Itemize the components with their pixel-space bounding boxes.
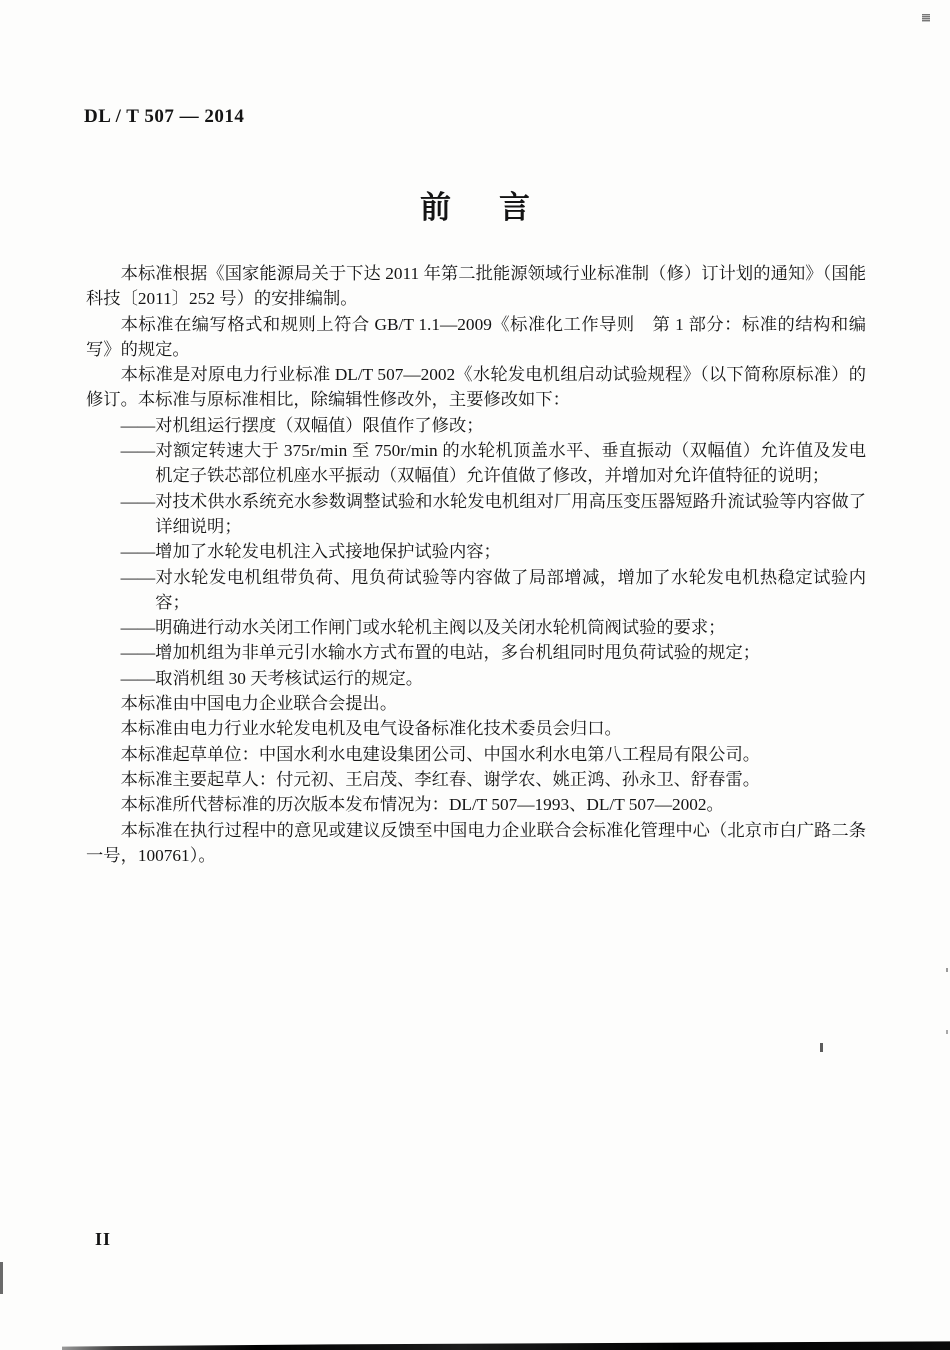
standard-number: DL / T 507 — 2014 — [84, 106, 245, 127]
scan-artifact-speck — [820, 1043, 823, 1052]
paragraph: 本标准由电力行业水轮发电机及电气设备标准化技术委员会归口。 — [120, 719, 622, 739]
paragraph: 本标准在编写格式和规则上符合 GB/T 1.1—2009《标准化工作导则 第 1 部分：标准的结构和编写》的规定。 — [86, 314, 866, 359]
revision-item: ——对机组运行摆度（双幅值）限值作了修改； — [120, 415, 484, 435]
paragraph: 本标准根据《国家能源局关于下达 2011 年第二批能源领域行业标准制（修）订计划的通知》（国能科技〔2011〕252 号）的安排编制。 — [86, 264, 866, 309]
page-number: II — [95, 1229, 112, 1249]
scan-artifact-speck — [946, 968, 948, 972]
revision-item: ——增加了水轮发电机注入式接地保护试验内容； — [120, 542, 501, 562]
title-text: 言 — [499, 190, 530, 225]
page-title — [0, 182, 950, 227]
revision-item: ——增加机组为非单元引水输水方式布置的电站，多台机组同时甩负荷试验的规定； — [120, 643, 761, 663]
foreword-body — [86, 261, 866, 868]
revision-item: ——明确进行动水关闭工作闸门或水轮机主阀以及关闭水轮机筒阀试验的要求； — [120, 618, 726, 638]
scan-artifact-left-edge — [0, 1262, 3, 1294]
paragraph: 本标准所代替标准的历次版本发布情况为：DL/T 507—1993、DL/T 507—2002。 — [120, 795, 724, 815]
scan-artifact-bottom-bar — [62, 1341, 950, 1350]
paragraph: 本标准由中国电力企业联合会提出。 — [120, 694, 398, 714]
paragraph: 本标准在执行过程中的意见或建议反馈至中国电力企业联合会标准化管理中心（北京市白广路二条一号，100761）。 — [86, 820, 866, 865]
revision-item: ——对技术供水系统充水参数调整试验和水轮发电机组对厂用高压变压器短路升流试验等内容做了详细说明； — [120, 491, 866, 536]
scan-artifact-speck — [946, 1030, 948, 1034]
title-text: 前 — [420, 190, 451, 225]
revision-item: ——取消机组 30 天考核试运行的规定。 — [120, 668, 424, 688]
revision-item: ——对水轮发电机组带负荷、甩负荷试验等内容做了局部增减，增加了水轮发电机热稳定试验内容； — [120, 567, 866, 612]
paragraph: 本标准起草单位：中国水利水电建设集团公司、中国水利水电第八工程局有限公司。 — [120, 744, 761, 764]
revision-item: ——对额定转速大于 375r/min 至 750r/min 的水轮机顶盖水平、垂直振动（双幅值）允许值及发电机定子铁芯部位机座水平振动（双幅值）允许值做了修改，并增加对允许值特征的说明； — [120, 441, 866, 486]
scan-artifact-speck — [922, 14, 930, 22]
paragraph: 本标准主要起草人：付元初、王启茂、李红春、谢学农、姚正鸿、孙永卫、舒春雷。 — [120, 769, 761, 789]
paragraph: 本标准是对原电力行业标准 DL/T 507—2002《水轮发电机组启动试验规程》（以下简称原标准）的修订。本标准与原标准相比，除编辑性修改外，主要修改如下： — [86, 365, 866, 410]
